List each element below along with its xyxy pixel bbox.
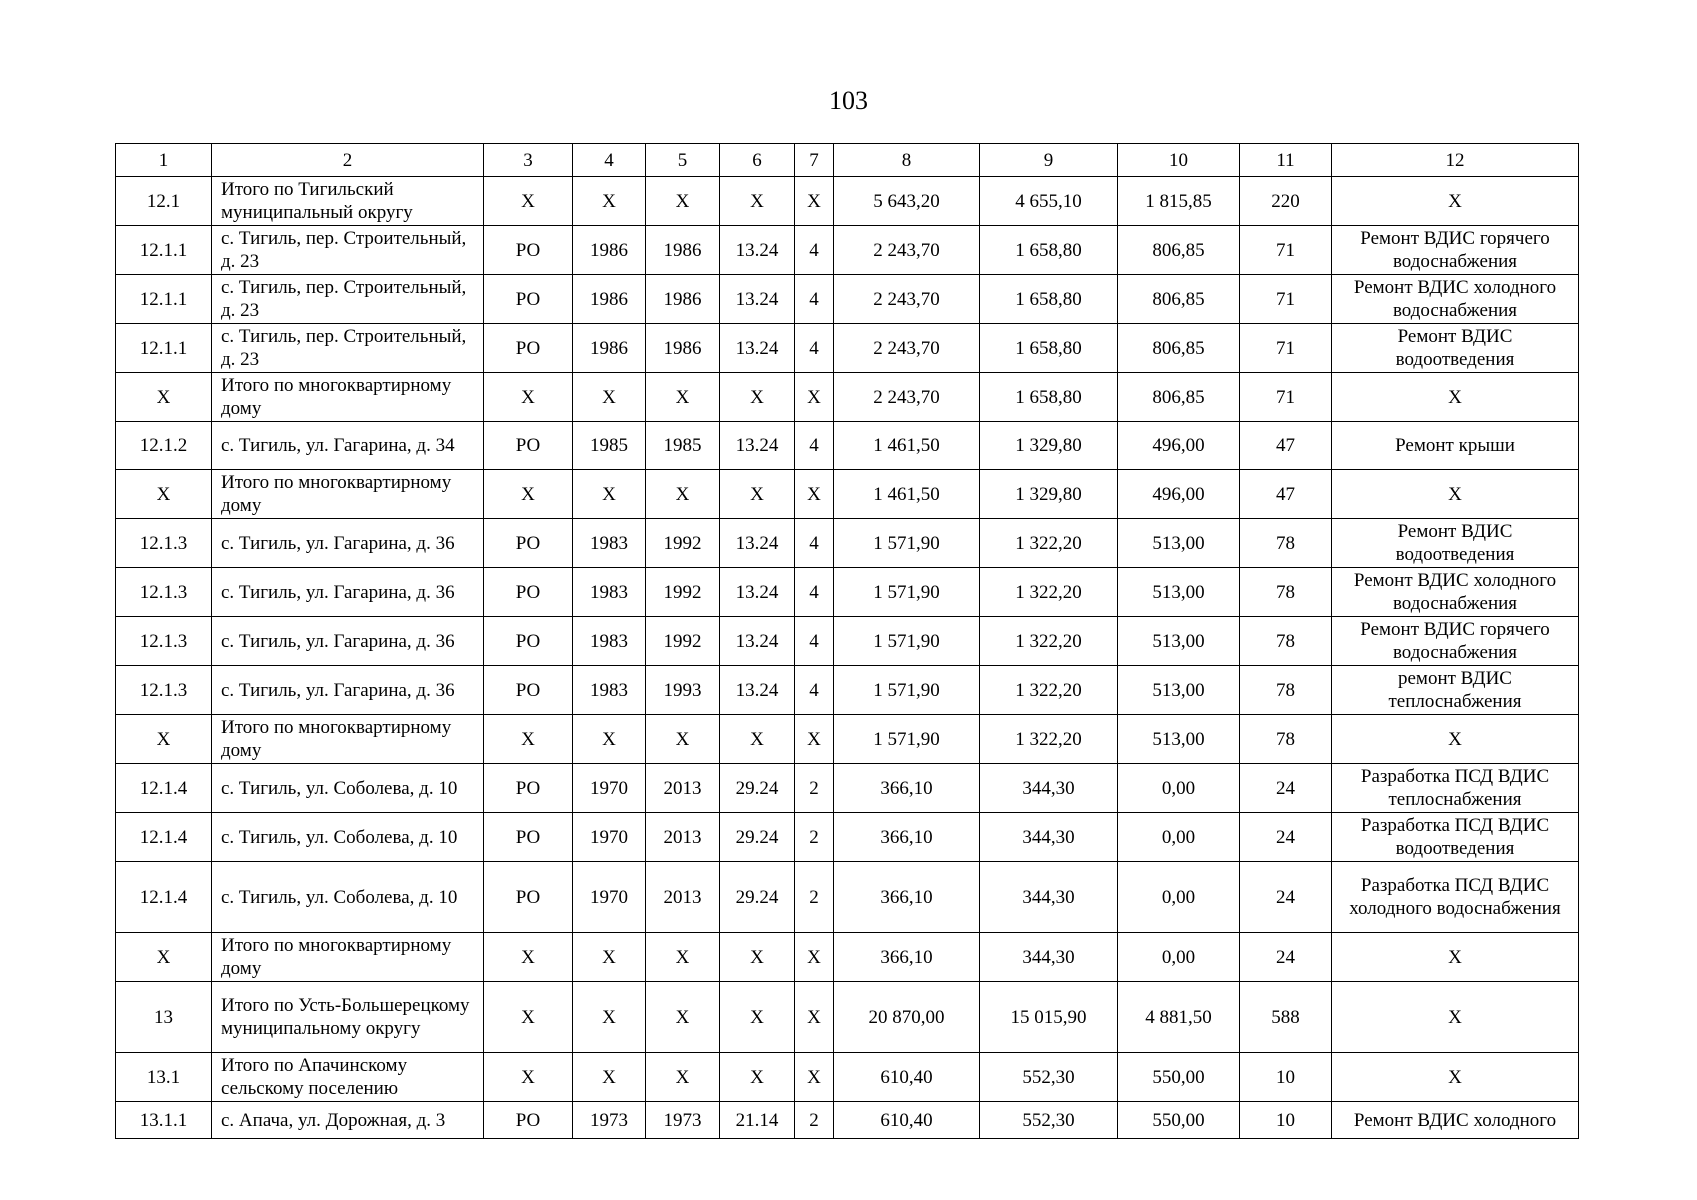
table-cell: Итого по Усть-Большерецкому муниципальному округу	[212, 982, 484, 1053]
table-cell: 344,30	[980, 813, 1118, 862]
table-cell: Х	[646, 933, 720, 982]
table-cell: Х	[795, 177, 834, 226]
table-row	[116, 275, 1579, 324]
table-cell: Х	[573, 715, 646, 764]
table-cell: Итого по многоквартирному дому	[212, 715, 484, 764]
table-cell: Х	[484, 373, 573, 422]
table-cell: 344,30	[980, 764, 1118, 813]
table-row	[116, 324, 1579, 373]
table-cell: 366,10	[834, 764, 980, 813]
table-cell: 2	[795, 862, 834, 933]
table-cell: Х	[720, 470, 795, 519]
column-header: 11	[1240, 144, 1332, 177]
table-cell: Итого по многоквартирному дому	[212, 373, 484, 422]
table-row	[116, 715, 1579, 764]
table-cell: 366,10	[834, 813, 980, 862]
table-cell: 2 243,70	[834, 324, 980, 373]
table-cell: 0,00	[1118, 862, 1240, 933]
table-cell: 1 322,20	[980, 666, 1118, 715]
table-cell: 2	[795, 764, 834, 813]
table-cell: 2 243,70	[834, 373, 980, 422]
table-cell: 588	[1240, 982, 1332, 1053]
table-cell: 13.24	[720, 422, 795, 470]
table-cell: Х	[646, 373, 720, 422]
table-cell: 71	[1240, 275, 1332, 324]
table-cell: 29.24	[720, 764, 795, 813]
column-header: 9	[980, 144, 1118, 177]
table-cell: 806,85	[1118, 226, 1240, 275]
table-cell: Итого по Тигильский муниципальный округу	[212, 177, 484, 226]
table-cell: 1983	[573, 568, 646, 617]
table-cell: Х	[573, 373, 646, 422]
table-cell: 13.24	[720, 324, 795, 373]
table-cell: 1986	[646, 275, 720, 324]
page-number: 103	[829, 86, 868, 115]
table-cell: 1 329,80	[980, 470, 1118, 519]
table-cell: Х	[720, 982, 795, 1053]
table-cell: Х	[1332, 470, 1579, 519]
column-header: 10	[1118, 144, 1240, 177]
table-cell: Ремонт ВДИС горячего водоснабжения	[1332, 617, 1579, 666]
table-row	[116, 422, 1579, 470]
table-cell: Разработка ПСД ВДИС теплоснабжения	[1332, 764, 1579, 813]
table-cell: 496,00	[1118, 470, 1240, 519]
table-row	[116, 862, 1579, 933]
table-cell: 4	[795, 422, 834, 470]
table-cell: Х	[720, 715, 795, 764]
table-cell: с. Тигиль, ул. Гагарина, д. 36	[212, 617, 484, 666]
table-cell: 513,00	[1118, 715, 1240, 764]
table-cell: 1992	[646, 617, 720, 666]
table-cell: с. Тигиль, ул. Соболева, д. 10	[212, 813, 484, 862]
table-cell: Х	[795, 933, 834, 982]
table-cell: с. Тигиль, ул. Соболева, д. 10	[212, 862, 484, 933]
table-row	[116, 470, 1579, 519]
table-cell: Ремонт ВДИС холодного водоснабжения	[1332, 568, 1579, 617]
table-cell: 0,00	[1118, 813, 1240, 862]
table-cell: 513,00	[1118, 666, 1240, 715]
table-cell: Х	[484, 982, 573, 1053]
table-cell: Х	[720, 1053, 795, 1102]
table-cell: 513,00	[1118, 519, 1240, 568]
table-cell: 12.1	[116, 177, 212, 226]
table-cell: Х	[646, 470, 720, 519]
table-cell: 1 658,80	[980, 226, 1118, 275]
table-cell: 12.1.1	[116, 324, 212, 373]
table-cell: 1973	[573, 1102, 646, 1139]
table-cell: 13.24	[720, 666, 795, 715]
table-cell: РО	[484, 666, 573, 715]
table-cell: Х	[116, 715, 212, 764]
table-row	[116, 177, 1579, 226]
table-cell: Х	[116, 470, 212, 519]
table-cell: с. Тигиль, ул. Гагарина, д. 34	[212, 422, 484, 470]
table-cell: с. Апача, ул. Дорожная, д. 3	[212, 1102, 484, 1139]
table-cell: Х	[484, 177, 573, 226]
table-cell: РО	[484, 813, 573, 862]
table-cell: Ремонт ВДИС водоотведения	[1332, 324, 1579, 373]
table-cell: 806,85	[1118, 275, 1240, 324]
table-cell: Х	[573, 470, 646, 519]
column-header: 1	[116, 144, 212, 177]
table-cell: Ремонт ВДИС холодного водоснабжения	[1332, 275, 1579, 324]
column-header: 3	[484, 144, 573, 177]
table-cell: РО	[484, 422, 573, 470]
table-cell: 2	[795, 1102, 834, 1139]
table-cell: Х	[116, 933, 212, 982]
table-cell: Х	[573, 1053, 646, 1102]
table-cell: 2 243,70	[834, 275, 980, 324]
table-cell: Разработка ПСД ВДИС холодного водоснабжения	[1332, 862, 1579, 933]
table-cell: 78	[1240, 568, 1332, 617]
table-cell: 1973	[646, 1102, 720, 1139]
column-header: 2	[212, 144, 484, 177]
table-cell: 10	[1240, 1102, 1332, 1139]
table-cell: 366,10	[834, 933, 980, 982]
table-cell: 24	[1240, 933, 1332, 982]
table-body	[116, 177, 1579, 1139]
table-cell: 24	[1240, 813, 1332, 862]
table-cell: 71	[1240, 373, 1332, 422]
table-cell: РО	[484, 519, 573, 568]
table-cell: 2013	[646, 764, 720, 813]
table-cell: Х	[646, 1053, 720, 1102]
table-cell: Х	[573, 982, 646, 1053]
table-cell: 29.24	[720, 813, 795, 862]
table-cell: Х	[484, 1053, 573, 1102]
table-cell: Х	[795, 982, 834, 1053]
table-cell: 24	[1240, 764, 1332, 813]
table-cell: 1 571,90	[834, 519, 980, 568]
table-cell: 4	[795, 617, 834, 666]
table-cell: Х	[573, 177, 646, 226]
table-row	[116, 982, 1579, 1053]
table-cell: 15 015,90	[980, 982, 1118, 1053]
table-cell: 0,00	[1118, 764, 1240, 813]
table-cell: 550,00	[1118, 1102, 1240, 1139]
table-cell: 13.1.1	[116, 1102, 212, 1139]
table-cell: 5 643,20	[834, 177, 980, 226]
table-cell: 12.1.3	[116, 568, 212, 617]
table-cell: 2013	[646, 813, 720, 862]
table-cell: 4	[795, 275, 834, 324]
table-cell: 1970	[573, 813, 646, 862]
table-cell: 1986	[573, 275, 646, 324]
table-cell: Итого по многоквартирному дому	[212, 470, 484, 519]
table-cell: с. Тигиль, пер. Строительный, д. 23	[212, 226, 484, 275]
table-cell: 12.1.1	[116, 226, 212, 275]
table-cell: 71	[1240, 226, 1332, 275]
table-row	[116, 666, 1579, 715]
column-header: 5	[646, 144, 720, 177]
table-cell: Ремонт ВДИС холодного	[1332, 1102, 1579, 1139]
table-cell: Разработка ПСД ВДИС водоотведения	[1332, 813, 1579, 862]
table-cell: 78	[1240, 519, 1332, 568]
table-cell: 1986	[573, 226, 646, 275]
table-cell: 513,00	[1118, 617, 1240, 666]
table-cell: 12.1.1	[116, 275, 212, 324]
table-cell: 610,40	[834, 1053, 980, 1102]
table-cell: РО	[484, 764, 573, 813]
table-cell: 552,30	[980, 1102, 1118, 1139]
table-cell: 1992	[646, 568, 720, 617]
table-cell: 806,85	[1118, 324, 1240, 373]
table-cell: Х	[795, 1053, 834, 1102]
table-cell: 10	[1240, 1053, 1332, 1102]
table-row	[116, 933, 1579, 982]
table-cell: Х	[484, 715, 573, 764]
table-cell: РО	[484, 617, 573, 666]
table-row	[116, 617, 1579, 666]
table-cell: 71	[1240, 324, 1332, 373]
table-cell: с. Тигиль, пер. Строительный, д. 23	[212, 275, 484, 324]
table-cell: 47	[1240, 470, 1332, 519]
table-cell: Х	[116, 373, 212, 422]
table-cell: РО	[484, 324, 573, 373]
table-cell: Х	[795, 470, 834, 519]
table-row	[116, 1053, 1579, 1102]
table-cell: 1970	[573, 862, 646, 933]
table-cell: 12.1.3	[116, 519, 212, 568]
table-cell: 344,30	[980, 862, 1118, 933]
table-cell: 1 658,80	[980, 275, 1118, 324]
table-cell: 12.1.3	[116, 666, 212, 715]
table-cell: 47	[1240, 422, 1332, 470]
table-cell: 1 658,80	[980, 324, 1118, 373]
column-header: 12	[1332, 144, 1579, 177]
table-cell: Х	[1332, 933, 1579, 982]
table-cell: 13.24	[720, 519, 795, 568]
table-cell: 24	[1240, 862, 1332, 933]
table-row	[116, 568, 1579, 617]
table-cell: 1 322,20	[980, 715, 1118, 764]
table-cell: 1986	[573, 324, 646, 373]
table-cell: РО	[484, 275, 573, 324]
table-cell: Х	[1332, 177, 1579, 226]
table-cell: 1 322,20	[980, 568, 1118, 617]
table-cell: Х	[484, 933, 573, 982]
header-row	[116, 144, 1579, 177]
table-cell: 1970	[573, 764, 646, 813]
table-cell: 12.1.4	[116, 764, 212, 813]
table-cell: 1 329,80	[980, 422, 1118, 470]
table-cell: с. Тигиль, ул. Гагарина, д. 36	[212, 568, 484, 617]
table-cell: 513,00	[1118, 568, 1240, 617]
table-cell: 13.24	[720, 275, 795, 324]
table-cell: 806,85	[1118, 373, 1240, 422]
table-cell: Х	[720, 373, 795, 422]
table-cell: с. Тигиль, ул. Гагарина, д. 36	[212, 666, 484, 715]
table-cell: 610,40	[834, 1102, 980, 1139]
table-cell: Х	[1332, 715, 1579, 764]
table-cell: 1 571,90	[834, 666, 980, 715]
table-cell: 1983	[573, 666, 646, 715]
table-cell: Х	[646, 982, 720, 1053]
table-row	[116, 373, 1579, 422]
table-cell: 1 815,85	[1118, 177, 1240, 226]
table-cell: 12.1.4	[116, 862, 212, 933]
table-cell: Х	[1332, 982, 1579, 1053]
table-cell: 4	[795, 519, 834, 568]
table-row	[116, 1102, 1579, 1139]
table-cell: 220	[1240, 177, 1332, 226]
table-cell: Х	[795, 373, 834, 422]
table-cell: 12.1.2	[116, 422, 212, 470]
table-cell: 13	[116, 982, 212, 1053]
table-cell: 4	[795, 666, 834, 715]
table-cell: Х	[484, 470, 573, 519]
table-cell: 13.24	[720, 617, 795, 666]
column-header: 8	[834, 144, 980, 177]
repair-program-table	[115, 143, 1579, 1139]
table-cell: 1986	[646, 226, 720, 275]
table-cell: 13.1	[116, 1053, 212, 1102]
table-cell: Х	[720, 933, 795, 982]
table-cell: 1993	[646, 666, 720, 715]
table-cell: 1 461,50	[834, 422, 980, 470]
table-cell: 2013	[646, 862, 720, 933]
table-cell: с. Тигиль, ул. Соболева, д. 10	[212, 764, 484, 813]
table-cell: с. Тигиль, пер. Строительный, д. 23	[212, 324, 484, 373]
table-cell: 1 322,20	[980, 519, 1118, 568]
table-cell: 366,10	[834, 862, 980, 933]
table-cell: 13.24	[720, 226, 795, 275]
table-cell: 550,00	[1118, 1053, 1240, 1102]
table-cell: 1 322,20	[980, 617, 1118, 666]
table-cell: Итого по Апачинскому сельскому поселению	[212, 1053, 484, 1102]
table-cell: 12.1.3	[116, 617, 212, 666]
table-cell: Ремонт ВДИС горячего водоснабжения	[1332, 226, 1579, 275]
table-cell: Ремонт крыши	[1332, 422, 1579, 470]
table-cell: Х	[1332, 373, 1579, 422]
table-cell: 4	[795, 226, 834, 275]
table-cell: 1 571,90	[834, 568, 980, 617]
table-cell: 4 655,10	[980, 177, 1118, 226]
table-cell: 2	[795, 813, 834, 862]
table-cell: Х	[646, 177, 720, 226]
table-cell: 4 881,50	[1118, 982, 1240, 1053]
table-cell: 1 461,50	[834, 470, 980, 519]
table-cell: РО	[484, 226, 573, 275]
column-header: 6	[720, 144, 795, 177]
column-header: 4	[573, 144, 646, 177]
table-cell: РО	[484, 862, 573, 933]
table-cell: 78	[1240, 666, 1332, 715]
table-cell: 13.24	[720, 568, 795, 617]
table-cell: 21.14	[720, 1102, 795, 1139]
table-cell: 4	[795, 568, 834, 617]
table-cell: 12.1.4	[116, 813, 212, 862]
table-cell: 344,30	[980, 933, 1118, 982]
table-cell: Х	[573, 933, 646, 982]
table-cell: 1983	[573, 617, 646, 666]
column-header: 7	[795, 144, 834, 177]
table-cell: РО	[484, 1102, 573, 1139]
table-cell: 1 658,80	[980, 373, 1118, 422]
table-cell: 1986	[646, 324, 720, 373]
table-cell: 1 571,90	[834, 715, 980, 764]
table-cell: 4	[795, 324, 834, 373]
table-row	[116, 813, 1579, 862]
table-cell: Х	[720, 177, 795, 226]
table-cell: 20 870,00	[834, 982, 980, 1053]
table-cell: с. Тигиль, ул. Гагарина, д. 36	[212, 519, 484, 568]
table-cell: 1985	[573, 422, 646, 470]
table-cell: 1 571,90	[834, 617, 980, 666]
table-cell: 2 243,70	[834, 226, 980, 275]
table-cell: Х	[646, 715, 720, 764]
table-cell: 496,00	[1118, 422, 1240, 470]
table-row	[116, 764, 1579, 813]
table-header	[116, 144, 1579, 177]
table-cell: ремонт ВДИС теплоснабжения	[1332, 666, 1579, 715]
table-cell: 1983	[573, 519, 646, 568]
table-cell: Х	[1332, 1053, 1579, 1102]
table-cell: 78	[1240, 617, 1332, 666]
table-cell: Х	[795, 715, 834, 764]
table-cell: РО	[484, 568, 573, 617]
table-cell: 552,30	[980, 1053, 1118, 1102]
table-row	[116, 226, 1579, 275]
table-cell: 29.24	[720, 862, 795, 933]
table-cell: 0,00	[1118, 933, 1240, 982]
table-cell: 1985	[646, 422, 720, 470]
table-cell: 78	[1240, 715, 1332, 764]
table-cell: 1992	[646, 519, 720, 568]
table-cell: Итого по многоквартирному дому	[212, 933, 484, 982]
table-row	[116, 519, 1579, 568]
table-cell: Ремонт ВДИС водоотведения	[1332, 519, 1579, 568]
